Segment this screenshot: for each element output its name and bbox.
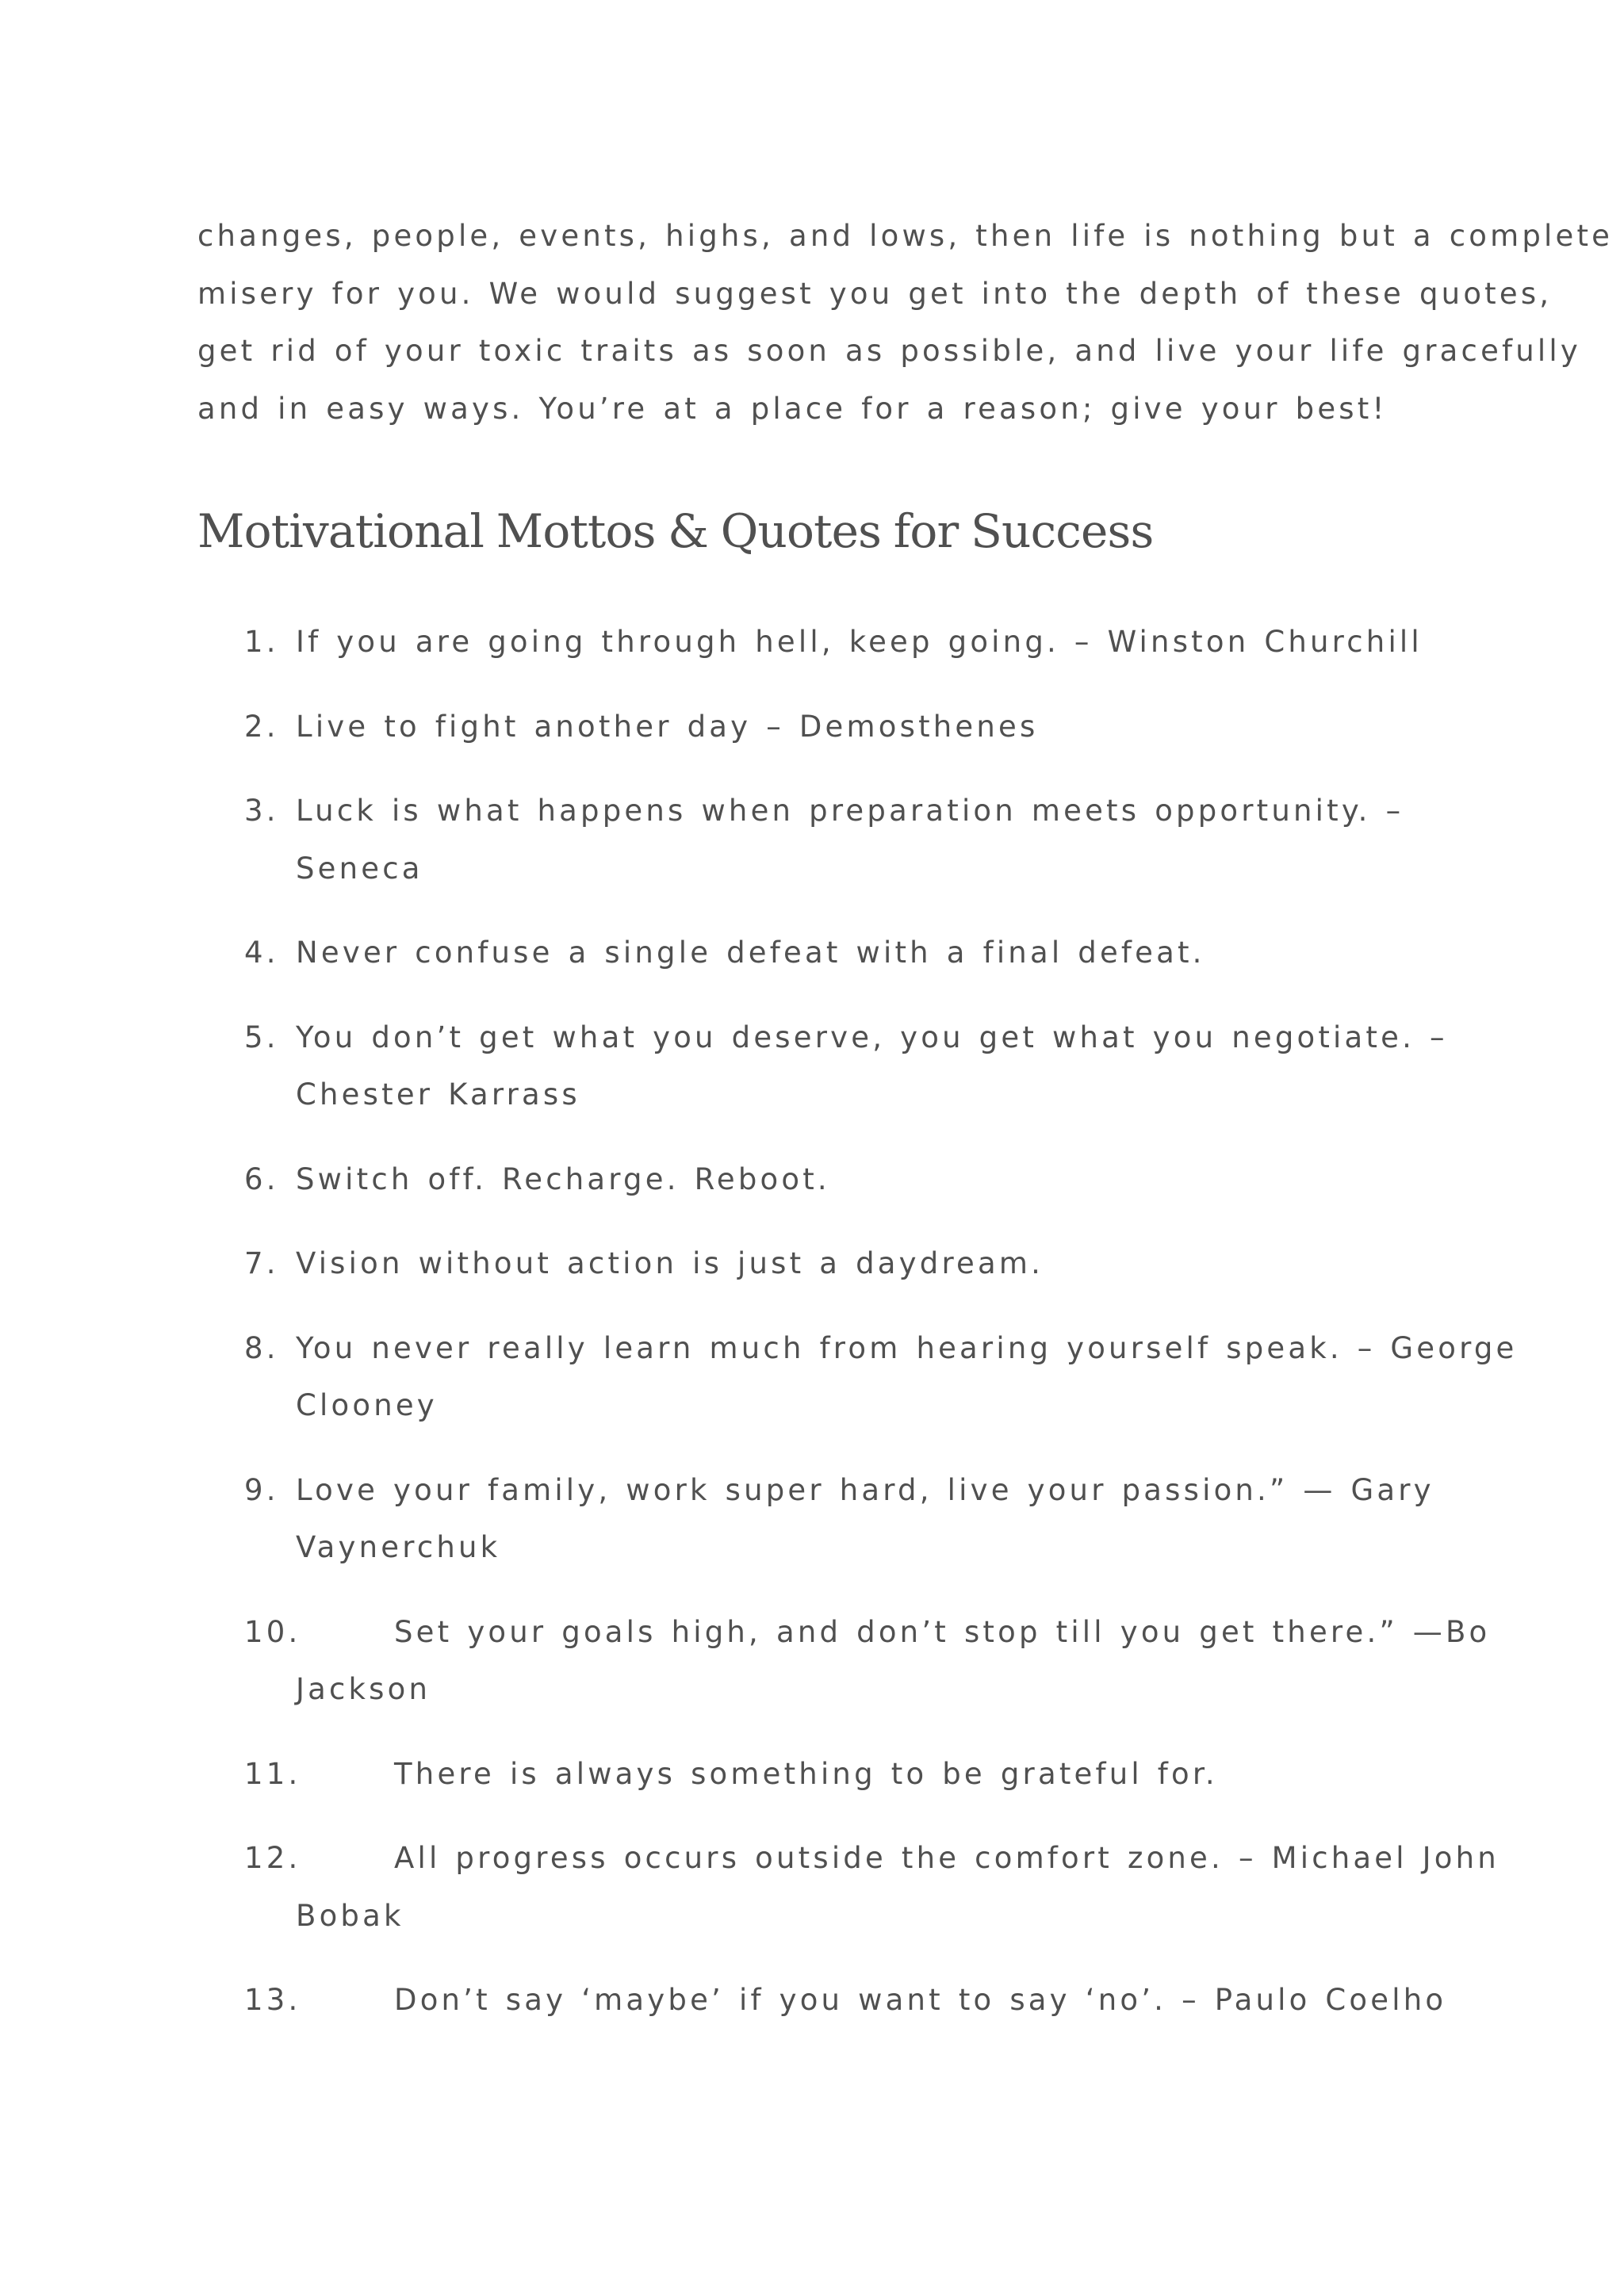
quote-text: All progress occurs outside the comfort zone. – Michael John [394, 1841, 1500, 1875]
quote-text: Jackson [296, 1672, 431, 1706]
list-item [197, 1972, 1447, 2030]
list-item [197, 1235, 1442, 1293]
quote-text: There is always something to be grateful for. [394, 1756, 1218, 1791]
list-number: 6. [244, 1161, 279, 1196]
quote-text: Don’t say ‘maybe’ if you want to say ‘no’. – Paulo Coelho [394, 1983, 1447, 2017]
quote-text: Chester Karrass [296, 1077, 580, 1112]
document-page [197, 208, 1614, 2057]
list-number: 13. [244, 1983, 301, 2017]
list-number: 1. [244, 625, 279, 659]
quote-text: Seneca [296, 851, 423, 886]
quote-text: You never really learn much from hearing yourself speak. – George [296, 1330, 1518, 1365]
quote-text: Switch off. Recharge. Reboot. [296, 1161, 830, 1196]
list-number: 5. [244, 1020, 279, 1054]
list-item [197, 698, 1442, 756]
quote-text: Set your goals high, and don’t stop till you get there.” —Bo [394, 1614, 1491, 1649]
list-item [197, 1830, 1500, 1945]
intro-line: get rid of your toxic traits as soon as possible, and live your life gracefully [197, 334, 1581, 368]
intro-paragraph [197, 208, 1614, 438]
list-item [197, 783, 1442, 897]
section-heading: Motivational Mottos & Quotes for Success [197, 504, 1154, 558]
list-number: 7. [244, 1246, 279, 1280]
quote-text: Vaynerchuk [296, 1530, 501, 1564]
quote-text: Luck is what happens when preparation meets opportunity. – [296, 794, 1404, 828]
list-item [197, 1320, 1518, 1435]
list-item [197, 1151, 1442, 1209]
quote-text: Bobak [296, 1898, 404, 1933]
list-item [197, 1462, 1442, 1577]
list-number: 8. [244, 1330, 279, 1365]
list-number: 12. [244, 1841, 301, 1875]
intro-line: misery for you. We would suggest you get into the depth of these quotes, [197, 276, 1553, 311]
list-number: 9. [244, 1472, 279, 1507]
list-number: 10. [244, 1614, 301, 1649]
list-item [197, 1604, 1491, 1719]
intro-line: changes, people, events, highs, and lows, then life is nothing but a complete [197, 219, 1614, 253]
list-item [197, 1009, 1448, 1124]
quote-text: Vision without action is just a daydream. [296, 1246, 1044, 1280]
intro-line: and in easy ways. You’re at a place for a reason; give your best! [197, 391, 1388, 426]
list-number: 11. [244, 1756, 301, 1791]
list-number: 3. [244, 794, 279, 828]
list-number: 4. [244, 936, 279, 970]
quote-list [197, 614, 1518, 2030]
list-item [197, 1746, 1442, 1804]
list-number: 2. [244, 709, 279, 744]
quote-text: Live to fight another day – Demosthenes [296, 709, 1039, 744]
quote-text: Clooney [296, 1388, 438, 1422]
quote-text: Never confuse a single defeat with a final defeat. [296, 936, 1205, 970]
list-item [197, 924, 1442, 982]
quote-text: If you are going through hell, keep going. – Winston Churchill [296, 625, 1423, 659]
quote-text: Love your family, work super hard, live your passion.” — Gary [296, 1472, 1434, 1507]
list-item [197, 614, 1442, 672]
quote-text: You don’t get what you deserve, you get what you negotiate. – [296, 1020, 1448, 1054]
